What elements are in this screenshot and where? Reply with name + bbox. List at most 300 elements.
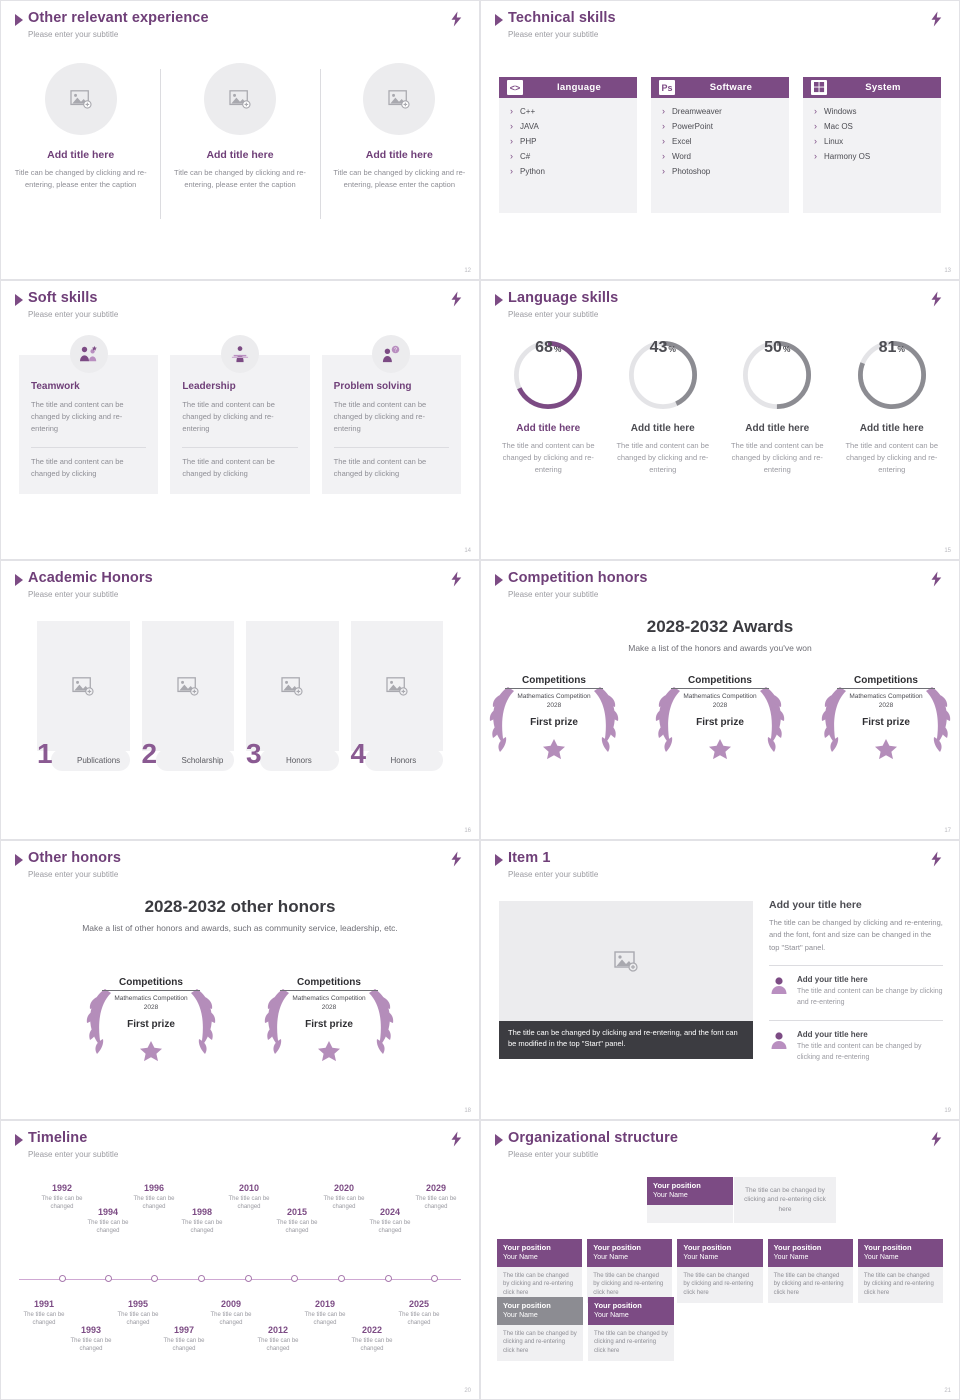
soft-skill-title: Problem solving (333, 381, 412, 392)
timeline-entry[interactable] (247, 1325, 309, 1354)
timeline (13, 1183, 467, 1383)
soft-skill-desc-2: The title and content can be changed by clicking (182, 457, 275, 478)
org-node-position: Your position (773, 1243, 822, 1252)
org-node-desc: The title can be changed by clicking and re-entering click here (593, 1272, 664, 1296)
honor-tag-number: 4 (350, 738, 367, 769)
brand-logo-icon (447, 850, 465, 868)
timeline-entry[interactable] (405, 1183, 467, 1212)
list-item: › Excel (661, 137, 779, 146)
image-placeholder[interactable] (246, 621, 339, 751)
org-node[interactable] (497, 1297, 583, 1361)
org-node-header (677, 1239, 762, 1267)
award-wreath[interactable] (255, 971, 403, 1063)
timeline-node (431, 1275, 438, 1282)
list-item-title: Add your title here (797, 975, 868, 985)
title-marker-icon (495, 1134, 503, 1146)
slide-header (495, 571, 648, 599)
tech-card-header (651, 77, 789, 98)
image-icon (70, 89, 92, 109)
brand-logo-icon (927, 850, 945, 868)
timeline-desc: The title can be changed (23, 1312, 65, 1327)
timeline-year: 2025 (408, 1299, 430, 1309)
page-subtitle: Please enter your subtitle (28, 29, 119, 39)
donut-chart-50 (741, 339, 813, 411)
divider (31, 447, 146, 448)
page-subtitle: Please enter your subtitle (28, 1149, 119, 1159)
tech-card-software[interactable] (651, 77, 789, 213)
list-item: › C++ (509, 107, 627, 116)
list-item: › Harmony OS (813, 152, 931, 161)
org-node-name: Your Name (594, 1312, 629, 1320)
page-subtitle: Please enter your subtitle (508, 589, 599, 599)
donut-value: 50 % (764, 339, 791, 356)
timeline-year: 1992 (51, 1183, 73, 1193)
timeline-entry[interactable] (13, 1299, 75, 1328)
language-title: Add title here (630, 423, 695, 434)
page-subtitle: Please enter your subtitle (508, 869, 599, 879)
tech-card-body (651, 98, 789, 213)
list-item: › Python (509, 167, 627, 176)
timeline-node (59, 1275, 66, 1282)
page-number: 14 (464, 548, 471, 554)
experience-item[interactable] (1, 63, 160, 190)
timeline-year: 1995 (127, 1299, 149, 1309)
list-item: › PHP (509, 137, 627, 146)
brand-logo-icon (447, 1130, 465, 1148)
timeline-desc: The title can be changed (398, 1312, 440, 1327)
page-number: 16 (464, 828, 471, 834)
award-list (15, 971, 465, 1063)
timeline-node (245, 1275, 252, 1282)
experience-title: Add title here (365, 149, 433, 161)
tech-card-body (499, 98, 637, 213)
title-marker-icon (495, 294, 503, 306)
honor-tag-number: 3 (246, 738, 262, 769)
list-item: › Photoshop (661, 167, 779, 176)
timeline-node (291, 1275, 298, 1282)
honor-tag[interactable] (37, 738, 130, 771)
org-node-desc: The title can be changed by clicking and re-entering click here (503, 1272, 574, 1296)
soft-skill-card[interactable] (322, 347, 461, 494)
timeline-axis (19, 1279, 461, 1280)
honor-tag-label: Scholarship (156, 749, 235, 771)
timeline-year: 2024 (379, 1207, 401, 1217)
page-number: 13 (944, 268, 951, 274)
honor-image-cards (37, 621, 443, 751)
image-placeholder[interactable] (351, 621, 444, 751)
language-item[interactable] (606, 339, 721, 476)
slide-header (495, 291, 618, 319)
item-details (769, 899, 943, 1074)
timeline-entry[interactable] (200, 1299, 262, 1328)
language-desc: The title and content can be changed by clicking and re-entering (845, 441, 939, 474)
org-node-name: Your Name (863, 1254, 899, 1262)
timeline-year: 1997 (173, 1325, 195, 1335)
org-node[interactable] (588, 1297, 674, 1361)
tech-card-header (499, 77, 637, 98)
org-node-header (588, 1297, 674, 1325)
timeline-year: 2010 (238, 1183, 260, 1193)
tech-card-header (803, 77, 941, 98)
timeline-year: 2015 (286, 1207, 308, 1217)
org-node[interactable] (677, 1239, 762, 1303)
org-node-position: Your position (503, 1301, 551, 1310)
org-node-desc: The title can be changed by clicking and re-entering click here (773, 1272, 844, 1296)
slide-other-honors (0, 840, 480, 1120)
org-node-name: Your Name (773, 1254, 809, 1262)
slide-technical-skills (480, 0, 960, 280)
language-item[interactable] (491, 339, 606, 476)
page-subtitle: Please enter your subtitle (508, 1149, 599, 1159)
org-node-position: Your position (503, 1243, 551, 1252)
timeline-desc: The title can be changed (70, 1338, 112, 1353)
brand-logo-icon (927, 10, 945, 28)
org-node-position: Your position (594, 1301, 642, 1310)
title-marker-icon (15, 14, 23, 26)
org-note: The title can be changed by clicking and re-entering click here (734, 1177, 836, 1223)
page-subtitle: Please enter your subtitle (28, 589, 119, 599)
windows-icon (811, 80, 827, 95)
list-item: › Windows (813, 107, 931, 116)
list-item: › JAVA (509, 122, 627, 131)
slide-header (15, 851, 121, 879)
slide-soft-skills (0, 280, 480, 560)
org-node-desc: The title can be changed by clicking and re-entering click here (683, 1272, 754, 1296)
list-item: › Dreamweaver (661, 107, 779, 116)
org-node[interactable] (587, 1239, 672, 1303)
slide-header (15, 571, 153, 599)
timeline-desc: The title can be changed (304, 1312, 346, 1327)
tech-card-title: language (556, 82, 602, 93)
tech-cards (499, 77, 941, 213)
timeline-entry[interactable] (388, 1299, 450, 1328)
title-marker-icon (495, 574, 503, 586)
language-desc: The title and content can be changed by clicking and re-entering (616, 441, 710, 474)
title-marker-icon (15, 294, 23, 306)
award-line-1: Mathematics Competition 2028 (114, 995, 188, 1011)
timeline-year: 2019 (314, 1299, 336, 1309)
timeline-entry[interactable] (341, 1325, 403, 1354)
image-placeholder[interactable] (37, 621, 130, 751)
timeline-desc: The title can be changed (369, 1220, 411, 1235)
image-icon (386, 676, 408, 696)
brand-logo-icon (447, 290, 465, 308)
org-node-name: Your Name (653, 1192, 688, 1200)
language-desc: The title and content can be changed by clicking and re-entering (501, 441, 595, 474)
soft-skill-title: Teamwork (31, 381, 80, 392)
timeline-desc: The title can be changed (323, 1196, 365, 1211)
person-icon (769, 1030, 789, 1050)
page-title: Competition honors (508, 570, 648, 586)
page-number: 15 (944, 548, 951, 554)
award-text (837, 675, 935, 728)
award-line-1: Mathematics Competition 2028 (849, 693, 923, 709)
timeline-node (105, 1275, 112, 1282)
language-item[interactable] (720, 339, 835, 476)
title-marker-icon (15, 854, 23, 866)
donut-chart-68 (512, 339, 584, 411)
svg-text:?: ? (394, 347, 398, 354)
timeline-year: 1991 (33, 1299, 55, 1309)
honor-tag-number: 2 (141, 738, 158, 769)
org-node-desc: The title can be changed by clicking and re-entering click here (863, 1272, 934, 1296)
tech-card-language[interactable] (499, 77, 637, 213)
image-icon (388, 89, 410, 109)
image-placeholder[interactable] (45, 63, 117, 135)
award-header: Competitions (671, 675, 769, 689)
title-marker-icon (495, 854, 503, 866)
list-item: › PowerPoint (661, 122, 779, 131)
award-prize: First prize (305, 1018, 353, 1030)
slide-language-skills (480, 280, 960, 560)
list-item[interactable] (769, 1030, 943, 1064)
page-number: 19 (944, 1108, 951, 1114)
award-prize: First prize (127, 1018, 175, 1030)
org-node[interactable] (768, 1239, 853, 1303)
org-node-header (497, 1297, 583, 1325)
experience-item[interactable] (160, 63, 319, 190)
org-row-2 (497, 1239, 943, 1303)
soft-skill-desc-2: The title and content can be changed by clicking (333, 457, 427, 478)
image-placeholder[interactable] (204, 63, 276, 135)
timeline-entry[interactable] (60, 1325, 122, 1354)
timeline-desc: The title can be changed (351, 1338, 393, 1353)
timeline-year: 2020 (333, 1183, 355, 1193)
timeline-node (151, 1275, 158, 1282)
org-node-name: Your Name (593, 1254, 628, 1262)
title-marker-icon (15, 574, 23, 586)
timeline-desc: The title can be changed (133, 1196, 175, 1211)
slide-header (15, 1131, 118, 1159)
award-header: Competitions (280, 977, 378, 991)
code-icon: <> (507, 80, 523, 95)
award-wreath[interactable] (812, 669, 960, 761)
title-marker-icon (15, 1134, 23, 1146)
award-wreath[interactable] (77, 971, 225, 1063)
donut-value: 43 % (649, 339, 676, 356)
timeline-desc: The title can be changed (228, 1196, 270, 1211)
item-desc: The title can be changed by clicking and re-entering, and the font, font and size can be changed in the top "Start" panel. (769, 918, 943, 952)
list-item[interactable] (769, 975, 943, 1009)
item-title: Add your title here (769, 899, 862, 911)
list-item-desc: The title and content can be changed by clicking and re-entering (797, 1042, 922, 1061)
page-title: Other relevant experience (28, 10, 209, 26)
list-item: › C# (509, 152, 627, 161)
org-node-position: Your position (653, 1181, 701, 1190)
org-node-header (647, 1177, 733, 1205)
award-text (505, 675, 603, 728)
title-marker-icon (495, 14, 503, 26)
page-subtitle: Please enter your subtitle (508, 29, 599, 39)
page-number: 21 (944, 1388, 951, 1394)
timeline-year: 1994 (97, 1207, 119, 1217)
timeline-year: 1993 (80, 1325, 102, 1335)
slide-header (495, 851, 598, 879)
award-header: Competitions (837, 675, 935, 689)
page-title: Item 1 (508, 850, 551, 866)
person-icon (769, 975, 789, 995)
org-node-position: Your position (593, 1243, 641, 1252)
page-number: 12 (464, 268, 471, 274)
timeline-year: 2022 (361, 1325, 383, 1335)
award-text (280, 977, 378, 1030)
slide-header (15, 11, 209, 39)
timeline-desc: The title can be changed (415, 1196, 457, 1211)
experience-desc: Title can be changed by clicking and re-entering, please enter the caption (14, 168, 147, 189)
language-title: Add title here (745, 423, 810, 434)
language-item[interactable] (835, 339, 950, 476)
org-row-3 (497, 1297, 674, 1361)
experience-item[interactable] (320, 63, 479, 190)
brand-logo-icon (927, 1130, 945, 1148)
timeline-desc: The title can be changed (87, 1220, 129, 1235)
page-title: Technical skills (508, 10, 616, 26)
brand-logo-icon (447, 10, 465, 28)
experience-desc: Title can be changed by clicking and re-entering, please enter the caption (333, 168, 466, 189)
page-title: Timeline (28, 1130, 88, 1146)
timeline-desc: The title can be changed (117, 1312, 159, 1327)
org-node-header (587, 1239, 672, 1267)
brand-logo-icon (447, 570, 465, 588)
award-text (671, 675, 769, 728)
slide-academic-honors (0, 560, 480, 840)
list-item: › Word (661, 152, 779, 161)
org-node-root[interactable] (647, 1177, 733, 1223)
brand-logo-icon (927, 570, 945, 588)
org-node-name: Your Name (683, 1254, 719, 1262)
image-icon (177, 676, 199, 696)
brand-logo-icon (927, 290, 945, 308)
page-title: Organizational structure (508, 1130, 678, 1146)
org-node[interactable] (858, 1239, 943, 1303)
soft-skill-card[interactable] (170, 355, 309, 494)
timeline-year: 1996 (143, 1183, 165, 1193)
image-caption: The title can be changed by clicking and re-entering, and the font can be modified in the top "Start" panel. (499, 1021, 753, 1059)
honor-tags (37, 738, 443, 771)
divider (769, 1020, 943, 1021)
award-prize: First prize (862, 716, 910, 728)
timeline-entry[interactable] (294, 1299, 356, 1328)
list-item: › Linux (813, 137, 931, 146)
timeline-node (338, 1275, 345, 1282)
soft-skill-card[interactable] (19, 355, 158, 494)
experience-title: Add title here (47, 149, 115, 161)
tech-card-title: Software (709, 82, 753, 93)
soft-skill-desc: The title and content can be changed by clicking and re-entering (333, 400, 427, 433)
award-list (495, 669, 945, 761)
page-title: Soft skills (28, 290, 98, 306)
award-wreath[interactable] (480, 669, 628, 761)
org-node-header (858, 1239, 943, 1267)
image-icon (614, 950, 638, 972)
award-line-1: Mathematics Competition 2028 (683, 693, 757, 709)
timeline-desc: The title can be changed (210, 1312, 252, 1327)
org-node-header (768, 1239, 853, 1267)
tech-card-system[interactable] (803, 77, 941, 213)
awards-subheading: Make a list of the honors and awards you've won (628, 643, 812, 653)
honor-tag[interactable] (246, 738, 339, 771)
soft-skill-desc: The title and content can be changed by clicking and re-entering (182, 400, 275, 433)
honor-tag[interactable] (141, 738, 235, 771)
page-title: Language skills (508, 290, 619, 306)
image-placeholder[interactable] (142, 621, 235, 751)
honor-tag[interactable] (350, 738, 444, 771)
org-node[interactable] (497, 1239, 582, 1303)
page-subtitle: Please enter your subtitle (28, 869, 119, 879)
page-number: 17 (944, 828, 951, 834)
award-line-1: Mathematics Competition 2028 (517, 693, 591, 709)
tech-card-body (803, 98, 941, 213)
org-node-header (497, 1239, 582, 1267)
problem-icon (372, 335, 410, 373)
honor-tag-label: Publications (51, 749, 130, 771)
award-prize: First prize (530, 716, 578, 728)
timeline-desc: The title can be changed (41, 1196, 83, 1211)
experience-desc: Title can be changed by clicking and re-entering, please enter the caption (174, 168, 306, 189)
timeline-entry[interactable] (153, 1325, 215, 1354)
timeline-desc: The title can be changed (163, 1338, 205, 1353)
image-icon (229, 89, 251, 109)
slide-timeline (0, 1120, 480, 1400)
donut-value: 68 % (535, 339, 562, 356)
honor-tag-number: 1 (37, 738, 53, 769)
org-node-position: Your position (863, 1243, 912, 1252)
divider (769, 965, 943, 966)
slide-header (495, 11, 616, 39)
timeline-entry[interactable] (107, 1299, 169, 1328)
language-title: Add title here (516, 423, 581, 434)
page-subtitle: Please enter your subtitle (508, 309, 599, 319)
donut-value: 81 % (878, 339, 905, 356)
award-text (102, 977, 200, 1030)
image-placeholder[interactable] (363, 63, 435, 135)
slide-other-relevant-experience (0, 0, 480, 280)
org-node-name: Your Name (503, 1254, 538, 1262)
timeline-desc: The title can be changed (181, 1220, 223, 1235)
soft-skill-cards (19, 347, 461, 494)
language-title: Add title here (859, 423, 924, 434)
leader-icon (221, 335, 259, 373)
list-item: › Mac OS (813, 122, 931, 131)
image-placeholder[interactable] (499, 901, 753, 1021)
slide-competition-honors (480, 560, 960, 840)
image-icon (72, 676, 94, 696)
language-donuts (491, 339, 949, 476)
divider (334, 447, 449, 448)
award-prize: First prize (696, 716, 744, 728)
awards-heading: 2028-2032 Awards (646, 617, 794, 636)
award-wreath[interactable] (646, 669, 794, 761)
org-node-position: Your position (683, 1243, 732, 1252)
org-node-desc: The title can be changed by clicking and re-entering click here (503, 1330, 577, 1354)
timeline-year: 2009 (220, 1299, 242, 1309)
page-title: Other honors (28, 850, 122, 866)
awards-subheading: Make a list of other honors and awards, such as community service, leadership, etc. (82, 923, 398, 933)
soft-skill-desc: The title and content can be changed by clicking and re-entering (31, 400, 124, 433)
language-desc: The title and content can be changed by clicking and re-entering (730, 441, 824, 474)
soft-skill-desc-2: The title and content can be changed by clicking (31, 457, 124, 478)
photoshop-icon: Ps (659, 80, 675, 95)
donut-chart-81 (856, 339, 928, 411)
timeline-desc: The title can be changed (276, 1220, 318, 1235)
timeline-year: 2012 (267, 1325, 289, 1335)
slide-header (495, 1131, 678, 1159)
timeline-desc: The title can be changed (257, 1338, 299, 1353)
org-node-desc (647, 1205, 733, 1224)
org-node-name: Your Name (503, 1312, 538, 1320)
timeline-node (385, 1275, 392, 1282)
page-subtitle: Please enter your subtitle (28, 309, 119, 319)
